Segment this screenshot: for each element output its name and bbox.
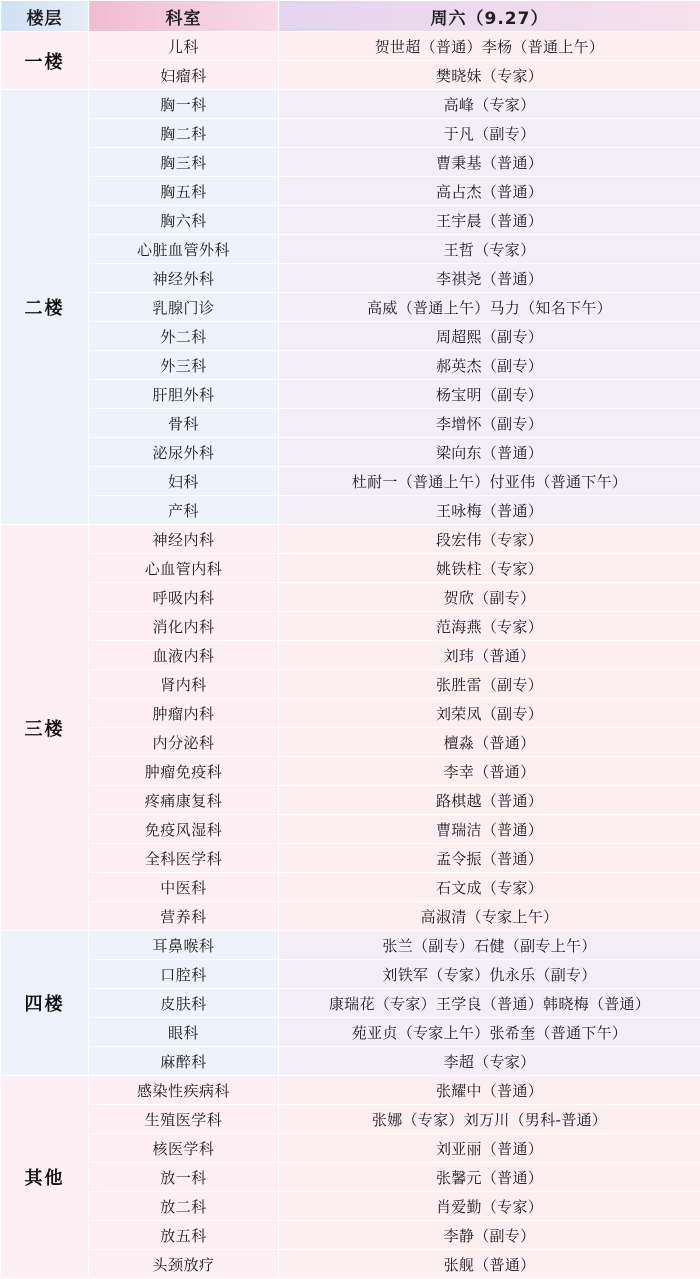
table-row xyxy=(1,351,700,380)
department-cell: 神经外科 xyxy=(89,264,279,293)
doctors-cell: 段宏伟（专家） xyxy=(279,525,700,554)
table-row xyxy=(1,148,700,177)
department-cell: 口腔科 xyxy=(89,960,279,989)
department-cell: 麻醉科 xyxy=(89,1047,279,1076)
doctors-cell: 李静（副专） xyxy=(279,1221,700,1250)
column-header-department: 科室 xyxy=(89,1,279,32)
department-cell: 感染性疾病科 xyxy=(89,1076,279,1105)
floor-cell: 二楼 xyxy=(1,90,89,525)
table-row xyxy=(1,119,700,148)
table-row xyxy=(1,844,700,873)
floor-cell: 四楼 xyxy=(1,931,89,1076)
doctors-cell: 李增怀（副专） xyxy=(279,409,700,438)
doctors-cell: 杨宝明（副专） xyxy=(279,380,700,409)
table-row xyxy=(1,728,700,757)
doctors-cell: 高威（普通上午）马力（知名下午） xyxy=(279,293,700,322)
table-row xyxy=(1,583,700,612)
department-cell: 皮肤科 xyxy=(89,989,279,1018)
department-cell: 呼吸内科 xyxy=(89,583,279,612)
department-cell: 神经内科 xyxy=(89,525,279,554)
table-row xyxy=(1,670,700,699)
table-row xyxy=(1,1076,700,1105)
doctors-cell: 李超（专家） xyxy=(279,1047,700,1076)
table-row xyxy=(1,293,700,322)
floor-cell: 三楼 xyxy=(1,525,89,931)
table-row xyxy=(1,1105,700,1134)
department-cell: 肝胆外科 xyxy=(89,380,279,409)
doctors-cell: 刘玮（普通） xyxy=(279,641,700,670)
table-row xyxy=(1,902,700,931)
table-row xyxy=(1,873,700,902)
department-cell: 血液内科 xyxy=(89,641,279,670)
department-cell: 放二科 xyxy=(89,1192,279,1221)
department-cell: 营养科 xyxy=(89,902,279,931)
table-row xyxy=(1,1192,700,1221)
department-cell: 放五科 xyxy=(89,1221,279,1250)
department-cell: 胸三科 xyxy=(89,148,279,177)
doctors-cell: 高淑清（专家上午） xyxy=(279,902,700,931)
department-cell: 泌尿外科 xyxy=(89,438,279,467)
doctors-cell: 苑亚贞（专家上午）张希奎（普通下午） xyxy=(279,1018,700,1047)
doctors-cell: 刘铁军（专家）仇永乐（副专） xyxy=(279,960,700,989)
department-cell: 眼科 xyxy=(89,1018,279,1047)
doctors-cell: 曹瑞洁（普通） xyxy=(279,815,700,844)
doctors-cell: 范海燕（专家） xyxy=(279,612,700,641)
doctors-cell: 张兰（副专）石健（副专上午） xyxy=(279,931,700,960)
doctors-cell: 周超熙（副专） xyxy=(279,322,700,351)
doctors-cell: 檀淼（普通） xyxy=(279,728,700,757)
department-cell: 肿瘤免疫科 xyxy=(89,757,279,786)
doctors-cell: 樊晓妹（专家） xyxy=(279,61,700,90)
department-cell: 妇瘤科 xyxy=(89,61,279,90)
department-cell: 胸二科 xyxy=(89,119,279,148)
doctors-cell: 张舰（普通） xyxy=(279,1250,700,1279)
department-cell: 胸五科 xyxy=(89,177,279,206)
doctors-cell: 杜耐一（普通上午）付亚伟（普通下午） xyxy=(279,467,700,496)
table-header-row xyxy=(1,1,700,32)
department-cell: 骨科 xyxy=(89,409,279,438)
table-row xyxy=(1,699,700,728)
table-row xyxy=(1,380,700,409)
doctors-cell: 石文成（专家） xyxy=(279,873,700,902)
doctors-cell: 李祺尧（普通） xyxy=(279,264,700,293)
department-cell: 心血管内科 xyxy=(89,554,279,583)
floor-cell: 一楼 xyxy=(1,32,89,90)
doctors-cell: 张胜雷（副专） xyxy=(279,670,700,699)
doctors-cell: 高占杰（普通） xyxy=(279,177,700,206)
department-cell: 核医学科 xyxy=(89,1134,279,1163)
table-body xyxy=(1,32,700,1279)
table-row xyxy=(1,1047,700,1076)
department-cell: 胸六科 xyxy=(89,206,279,235)
doctors-cell: 肖爱勤（专家） xyxy=(279,1192,700,1221)
table-header xyxy=(1,1,700,32)
table-row xyxy=(1,61,700,90)
doctors-cell: 贺欣（副专） xyxy=(279,583,700,612)
department-cell: 外三科 xyxy=(89,351,279,380)
table-row xyxy=(1,322,700,351)
table-row xyxy=(1,960,700,989)
department-cell: 妇科 xyxy=(89,467,279,496)
department-cell: 胸一科 xyxy=(89,90,279,119)
department-cell: 乳腺门诊 xyxy=(89,293,279,322)
doctors-cell: 姚铁柱（专家） xyxy=(279,554,700,583)
table-row xyxy=(1,1018,700,1047)
doctors-cell: 康瑞花（专家）王学良（普通）韩晓梅（普通） xyxy=(279,989,700,1018)
doctors-cell: 李幸（普通） xyxy=(279,757,700,786)
department-cell: 外二科 xyxy=(89,322,279,351)
table-row xyxy=(1,90,700,119)
doctors-cell: 孟令振（普通） xyxy=(279,844,700,873)
table-row xyxy=(1,206,700,235)
column-header-floor: 楼层 xyxy=(1,1,89,32)
department-cell: 耳鼻喉科 xyxy=(89,931,279,960)
department-cell: 中医科 xyxy=(89,873,279,902)
table-row xyxy=(1,757,700,786)
table-row xyxy=(1,786,700,815)
table-row xyxy=(1,931,700,960)
doctors-cell: 贺世超（普通）李杨（普通上午） xyxy=(279,32,700,61)
department-cell: 内分泌科 xyxy=(89,728,279,757)
table-row xyxy=(1,438,700,467)
doctors-cell: 王宇晨（普通） xyxy=(279,206,700,235)
doctors-cell: 张娜（专家）刘万川（男科-普通） xyxy=(279,1105,700,1134)
table-row xyxy=(1,525,700,554)
table-row xyxy=(1,264,700,293)
doctors-cell: 郝英杰（副专） xyxy=(279,351,700,380)
doctors-cell: 路棋越（普通） xyxy=(279,786,700,815)
doctors-cell: 于凡（副专） xyxy=(279,119,700,148)
doctors-cell: 王哲（专家） xyxy=(279,235,700,264)
doctors-cell: 张耀中（普通） xyxy=(279,1076,700,1105)
doctors-cell: 高峰（专家） xyxy=(279,90,700,119)
table-row xyxy=(1,32,700,61)
department-cell: 消化内科 xyxy=(89,612,279,641)
doctors-cell: 刘亚丽（普通） xyxy=(279,1134,700,1163)
table-row xyxy=(1,1163,700,1192)
table-row xyxy=(1,235,700,264)
table-row xyxy=(1,554,700,583)
column-header-date: 周六（9.27） xyxy=(279,1,700,32)
department-cell: 生殖医学科 xyxy=(89,1105,279,1134)
department-cell: 免疫风湿科 xyxy=(89,815,279,844)
department-cell: 全科医学科 xyxy=(89,844,279,873)
table-row xyxy=(1,1250,700,1279)
table-row xyxy=(1,177,700,206)
department-cell: 肾内科 xyxy=(89,670,279,699)
floor-cell: 其他 xyxy=(1,1076,89,1279)
table-row xyxy=(1,1134,700,1163)
department-cell: 心脏血管外科 xyxy=(89,235,279,264)
doctors-cell: 王咏梅（普通） xyxy=(279,496,700,525)
table-row xyxy=(1,409,700,438)
doctors-cell: 曹秉基（普通） xyxy=(279,148,700,177)
table-row xyxy=(1,467,700,496)
table-row xyxy=(1,1221,700,1250)
table-row xyxy=(1,496,700,525)
table-row xyxy=(1,815,700,844)
department-cell: 儿科 xyxy=(89,32,279,61)
doctors-cell: 张馨元（普通） xyxy=(279,1163,700,1192)
department-cell: 头颈放疗 xyxy=(89,1250,279,1279)
doctors-cell: 梁向东（普通） xyxy=(279,438,700,467)
department-cell: 肿瘤内科 xyxy=(89,699,279,728)
table-row xyxy=(1,989,700,1018)
doctors-cell: 刘荣凤（副专） xyxy=(279,699,700,728)
table-row xyxy=(1,641,700,670)
table-row xyxy=(1,612,700,641)
department-cell: 放一科 xyxy=(89,1163,279,1192)
department-cell: 产科 xyxy=(89,496,279,525)
department-cell: 疼痛康复科 xyxy=(89,786,279,815)
